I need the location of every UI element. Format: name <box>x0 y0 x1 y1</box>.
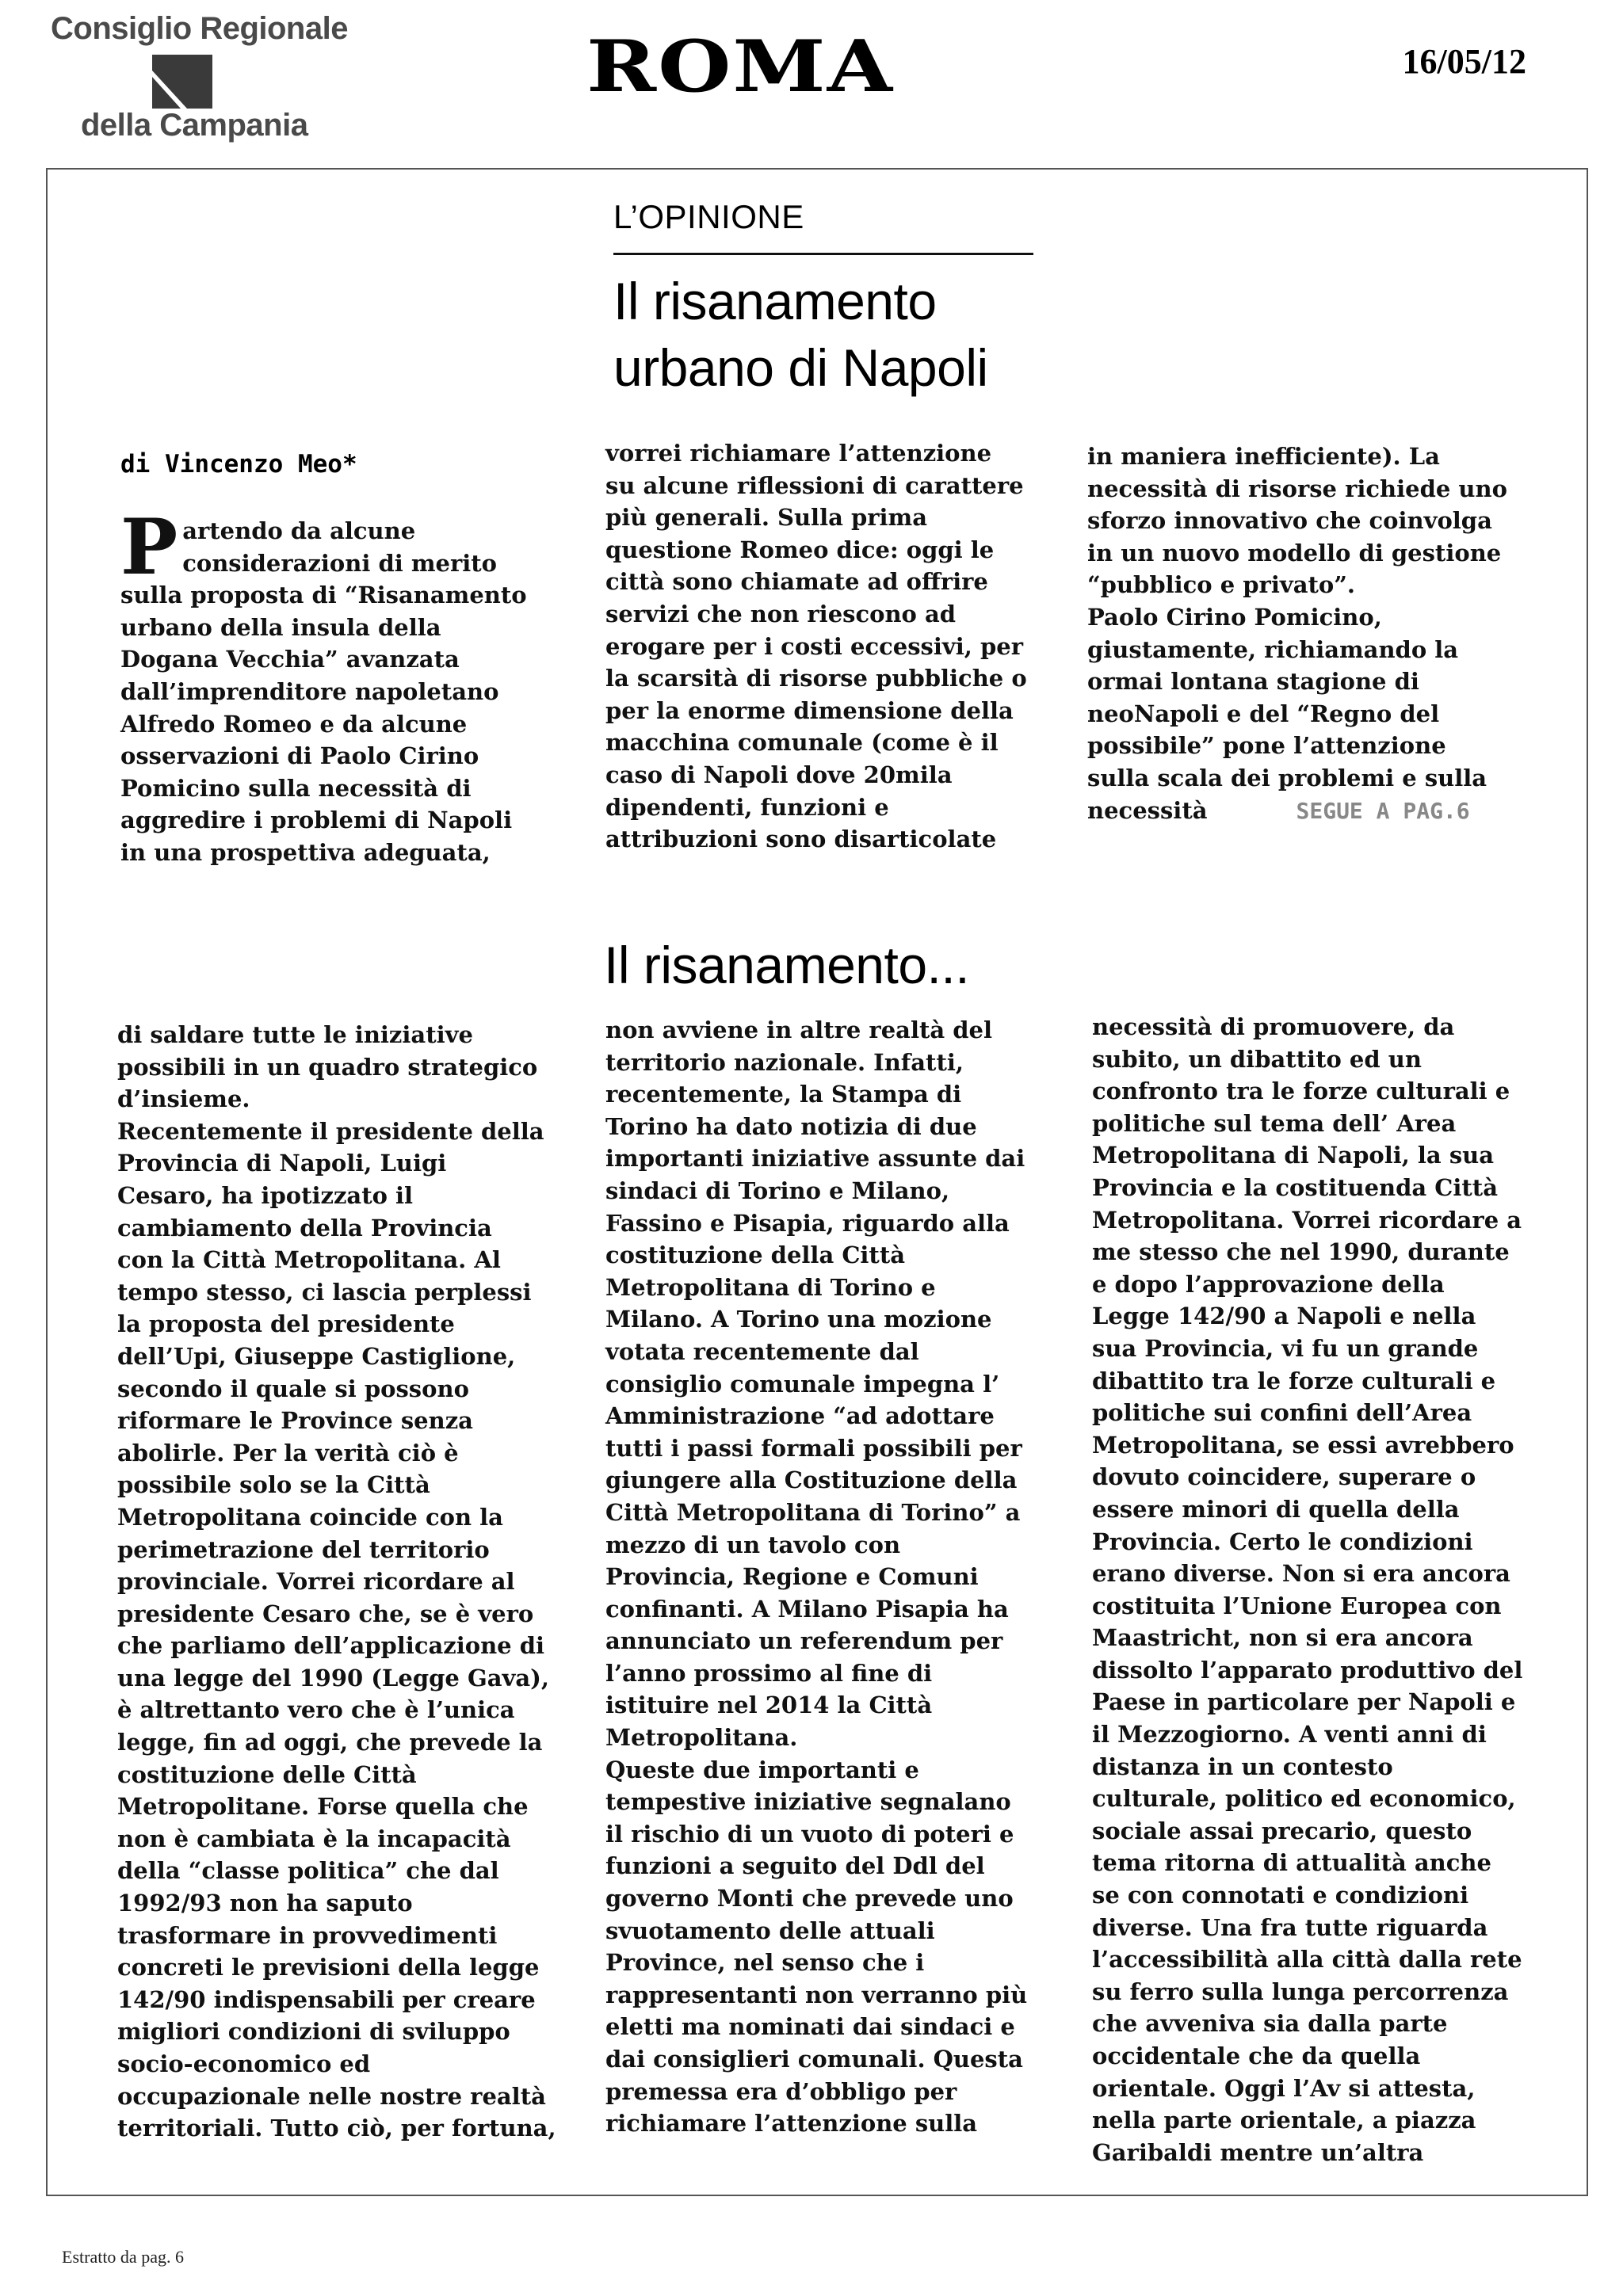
publication-date: 16/05/12 <box>1402 42 1526 81</box>
continuation-column-1: di saldare tutte le iniziative possibili in un quadro strategico d’insieme. Recentemente il presidente della Provincia di Napoli, Luigi Cesaro, ha ipotizzato il cambiamento della Provincia con la Città Metropolitana. Al tempo stesso, ci lascia perplessi la proposta del presidente dell’Upi, Giuseppe Castiglione, secondo il quale si possono riformare le Province senza abolirle. Per la verità ciò è possibile solo se la Città Metropolitana coincide con la perimetrazione del territorio provinciale. Vorrei ricordare al presidente Cesaro che, se è vero che parliamo dell’applicazione di una legge del 1990 (Legge Gava), è altrettanto vero che è l’unica legge, fin ad oggi, che prevede la costituzione delle Città Metropolitane. Forse quella che non è cambiata è la incapacità della “classe politica” che dal 1992/93 non ha saputo trasformare in provvedimenti concreti le previsioni della legge 142/90 indispensabili per creare migliori condizioni di sviluppo socio-economico ed occupazionale nelle nostre realtà territoriali. Tutto ciò, per fortuna, <box>117 1021 556 2142</box>
intro-column-2: vorrei richiamare l’attenzione su alcune riflessioni di carattere più generali. Sulla prima questione Romeo dice: oggi le città sono chiamate ad offrire servizi che non riescono ad erogare per i costi eccessivi, per la scarsità di risorse pubbliche o per la enorme dimensione della macchina comunale (come è il caso di Napoli dove 20mila dipendenti, funzioni e attribuzioni sono disarticolate <box>605 440 1027 853</box>
section-rubric: L’OPINIONE <box>613 198 804 235</box>
continuation-column-2: non avviene in altre realtà del territorio nazionale. Infatti, recentemente, la Stampa di Torino ha dato notizia di due importanti iniziative assunte dai sindaci di Torino e Milano, Fassino e Pisapia, riguardo alla costituzione della Città Metropolitana di Torino e Milano. A Torino una mozione votata recentemente dal consiglio comunale impegna l’ Amministrazione “ad adottare tutti i passi formali possibili per giungere alla Costituzione della Città Metropolitana di Torino” a mezzo di un tavolo con Provincia, Regione e Comuni confinanti. A Milano Pisapia ha annunciato un referendum per l’anno prossimo al fine di istituire nel 2014 la Città Metropolitana. Queste due importanti e tempestive iniziative segnalano il rischio di un vuoto di poteri e funzioni a seguito del Ddl del governo Monti che prevede uno svuotamento delle attuali Province, nel senso che i rappresentanti non verranno più eletti ma nominati dai sindaci e dai consiglieri comunali. Questa premessa era d’obbligo per richiamare l’attenzione sulla <box>605 1016 1028 2138</box>
source-footer: Estratto da pag. 6 <box>62 2247 184 2267</box>
drop-cap: P <box>120 502 178 592</box>
intro-column-1-text: artendo da alcune considerazioni di merito sulla proposta di “Risanamento urbano della insula della Dogana Vecchia” avanzata dall’imprenditore napoletano Alfredo Romeo e da alcune osservazioni di Paolo Cirino Pomicino sulla necessità di aggredire i problemi di Napoli in una prospettiva adeguata, <box>120 517 527 866</box>
article-byline: di Vincenzo Meo* <box>120 450 357 479</box>
newspaper-masthead: ROMA <box>586 24 895 109</box>
continuation-headline: Il risanamento... <box>604 936 970 994</box>
logo-line-1: Consiglio Regionale <box>51 11 348 46</box>
region-emblem-icon <box>152 55 212 109</box>
intro-column-3 <box>1087 441 1563 827</box>
article-headline: Il risanamento urbano di Napoli <box>613 272 988 397</box>
rubric-divider <box>613 253 1033 255</box>
intro-column-1 <box>120 502 564 869</box>
intro-column-3-text: in maniera inefficiente). La necessità di risorse richiede uno sforzo innovativo che coinvolga in un nuovo modello di gestione “pubblico e privato”. Paolo Cirino Pomicino, giustamente, richiamando la ormai lontana stagione di neoNapoli e del “Regno del possibile” pone l’attenzione sulla scala dei problemi e sulla necessità <box>1087 443 1507 824</box>
publisher-logo <box>51 11 348 150</box>
logo-line-2: della Campania <box>81 108 308 143</box>
continued-on-page: SEGUE A PAG.6 <box>1296 797 1470 824</box>
continuation-column-3: necessità di promuovere, da subito, un dibattito ed un confronto tra le forze culturali e politiche sul tema dell’ Area Metropolitana di Napoli, la sua Provincia e la costituenda Città Metropolitana. Vorrei ricordare a me stesso che nel 1990, durante e dopo l’approvazione della Legge 142/90 a Napoli e nella sua Provincia, vi fu un grande dibattito tra le forze culturali e politiche sui confini dell’Area Metropolitana, se essi avrebbero dovuto coincidere, superare o essere minori di quella della Provincia. Certo le condizioni erano diverse. Non si era ancora costituita l’Unione Europea con Maastricht, non si era ancora dissolto l’apparato produttivo del Paese in particolare per Napoli e il Mezzogiorno. A venti anni di distanza in un contesto culturale, politico ed economico, sociale assai precario, questo tema ritorna di attualità anche se con connotati e condizioni diverse. Una fra tutte riguarda l’accessibilità alla città dalla rete su ferro sulla lunga percorrenza che avveniva sia dalla parte occidentale che da quella orientale. Oggi l’Av si attesta, nella parte orientale, a piazza Garibaldi mentre un’altra <box>1092 1013 1523 2166</box>
